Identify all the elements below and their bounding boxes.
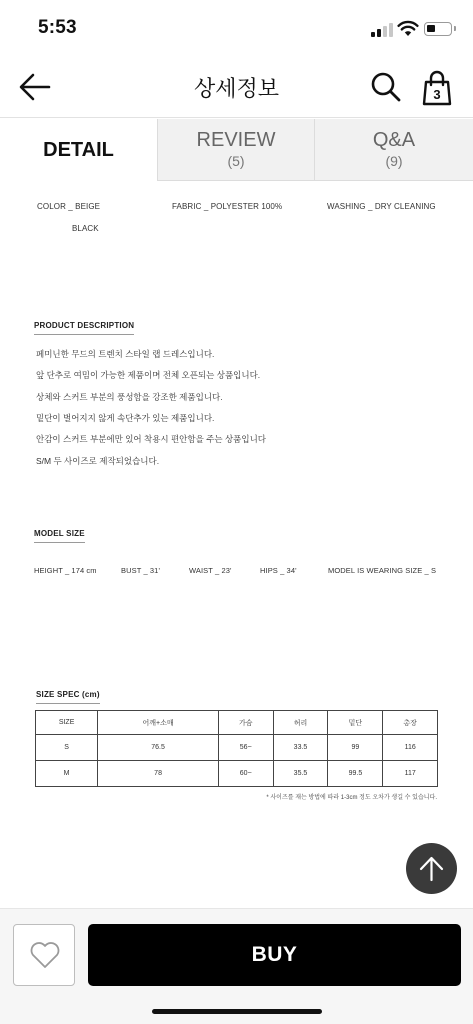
table-cell: 56~ (218, 735, 273, 761)
table-cell: 116 (383, 735, 438, 761)
cart-count-badge: 3 (433, 87, 441, 102)
table-cell: 99.5 (328, 761, 383, 787)
table-header-cell: 허리 (273, 711, 328, 735)
table-header-cell: SIZE (36, 711, 98, 735)
tab-review-count: (5) (227, 153, 245, 169)
table-header-cell: 총장 (383, 711, 438, 735)
table-row (36, 761, 438, 787)
signal-icon (371, 23, 393, 37)
tab-qa-label: Q&A (372, 129, 416, 151)
tab-detail-label: DETAIL (43, 139, 114, 161)
tab-qa-count: (9) (385, 153, 403, 169)
size-spec-table (35, 710, 438, 787)
product-description-title: PRODUCT DESCRIPTION (34, 321, 134, 335)
color-spec-secondary: BLACK (72, 224, 99, 233)
model-hips: HIPS _ 34' (260, 566, 297, 575)
model-bust: BUST _ 31' (121, 566, 160, 575)
description-line: 밑단이 벌어지지 않게 속단추가 있는 제품입니다. (36, 413, 215, 423)
size-note: * 사이즈를 재는 방법에 따라 1-3cm 정도 오차가 생길 수 있습니다. (266, 795, 437, 801)
wifi-icon (397, 19, 419, 37)
page-title: 상세정보 (193, 76, 279, 101)
table-cell: 35.5 (273, 761, 328, 787)
description-line: S/M 두 사이즈로 제작되었습니다. (36, 456, 160, 466)
bottom-action-bar (0, 908, 473, 1024)
description-line: 앞 단추로 여밈이 가능한 제품이며 전체 오픈되는 상품입니다. (36, 370, 261, 380)
description-line: 페미닌한 무드의 트렌치 스타일 랩 드레스입니다. (36, 349, 215, 359)
header (0, 58, 473, 118)
table-cell: 33.5 (273, 735, 328, 761)
back-button[interactable] (16, 70, 54, 104)
scroll-top-button[interactable] (406, 843, 457, 894)
like-button[interactable] (13, 924, 75, 986)
table-header-cell: 어깨+소매 (98, 711, 219, 735)
table-header-cell: 밑단 (328, 711, 383, 735)
description-line: 안감이 스커트 부분에만 있어 착용시 편안함을 주는 상품입니다 (36, 434, 267, 444)
washing-spec: WASHING _ DRY CLEANING (327, 202, 436, 211)
home-indicator (152, 1009, 322, 1014)
detail-tabs (0, 119, 473, 181)
tab-review[interactable] (157, 119, 314, 181)
table-cell: M (36, 761, 98, 787)
color-spec: COLOR _ BEIGE (37, 202, 101, 211)
model-size-title: MODEL SIZE (34, 529, 85, 543)
tab-review-label: REVIEW (196, 129, 276, 151)
size-spec-title: SIZE SPEC (cm) (36, 690, 100, 704)
description-line: 상체와 스커트 부분의 풍성함을 강조한 제품입니다. (36, 392, 223, 402)
table-cell: 117 (383, 761, 438, 787)
model-height: HEIGHT _ 174 cm (34, 566, 97, 575)
cart-button[interactable] (419, 68, 455, 108)
status-time: 5:53 (38, 17, 77, 38)
fabric-spec: FABRIC _ POLYESTER 100% (172, 202, 283, 211)
table-row (36, 735, 438, 761)
heart-icon (29, 941, 61, 969)
table-cell: 76.5 (98, 735, 219, 761)
model-wearing-size: MODEL IS WEARING SIZE _ S (328, 566, 437, 575)
tab-detail[interactable] (0, 119, 157, 181)
table-cell: 99 (328, 735, 383, 761)
table-cell: S (36, 735, 98, 761)
buy-button[interactable]: BUY (88, 924, 461, 986)
table-cell: 78 (98, 761, 219, 787)
table-header-row (36, 711, 438, 735)
search-button[interactable] (368, 69, 404, 105)
tab-qa[interactable] (314, 119, 473, 181)
model-waist: WAIST _ 23' (189, 566, 232, 575)
back-arrow-icon (16, 70, 54, 104)
table-header-cell: 가슴 (218, 711, 273, 735)
arrow-up-icon (417, 854, 446, 883)
search-icon (368, 69, 404, 105)
status-bar (0, 0, 473, 58)
table-cell: 60~ (218, 761, 273, 787)
battery-icon (424, 22, 452, 36)
